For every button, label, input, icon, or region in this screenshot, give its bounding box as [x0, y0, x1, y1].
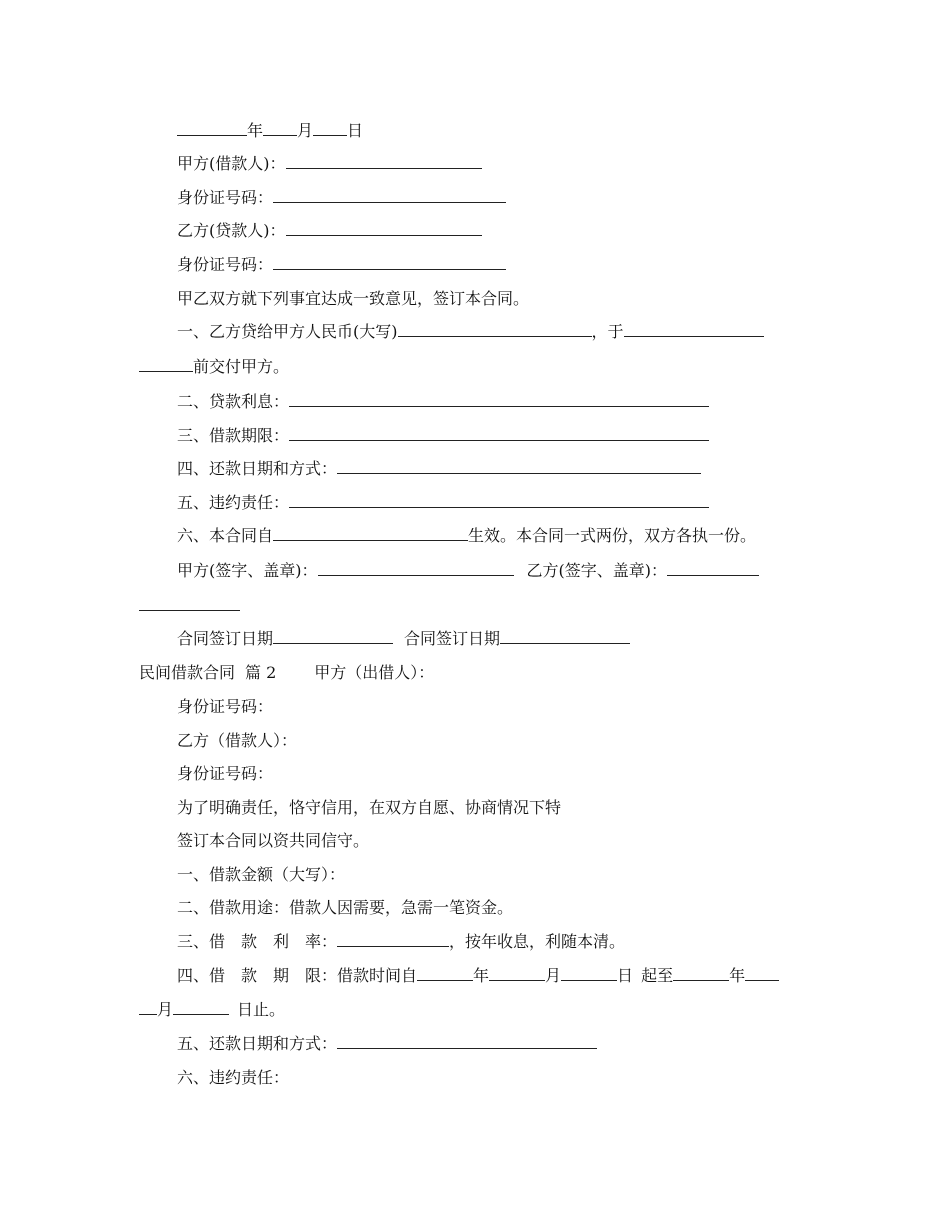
part2-borrower-label: 乙方（借款人）：: [177, 731, 298, 750]
blank: [337, 459, 701, 474]
item5-label: 五、违约责任：: [177, 493, 290, 512]
blank: [289, 392, 709, 407]
blank: [673, 966, 729, 981]
part2-item6-label: 六、违约责任：: [177, 1068, 290, 1087]
part2-title: 民间借款合同: [139, 663, 236, 682]
part2-item4-line-cont: [139, 1000, 285, 1020]
blank: [561, 966, 617, 981]
blank: [273, 629, 393, 644]
part2-intro2-line: [177, 831, 369, 851]
sign-date-b-label: 合同签订日期: [404, 629, 501, 648]
blank: [745, 966, 779, 981]
item1-text-c: 前交付甲方。: [193, 357, 290, 376]
item1-line-cont: [139, 357, 289, 377]
party-a-line: [177, 154, 482, 174]
blank: [273, 255, 506, 270]
part2-number: 篇 2: [245, 663, 277, 682]
blank: [139, 1000, 157, 1015]
id-b-line: [177, 255, 506, 275]
sign-date-line: [177, 629, 630, 649]
item4-label: 四、还款日期和方式：: [177, 459, 338, 478]
id-b-label: 身份证号码：: [177, 255, 274, 274]
sign-a-label: 甲方(签字、盖章)：: [177, 561, 318, 580]
part2-intro2-text: 签订本合同以资共同信守。: [177, 831, 370, 850]
part2-item3-text-a: 三、借 款 利 率：: [177, 932, 338, 951]
date-line: [177, 121, 363, 141]
agreement-text: 甲乙双方就下列事宜达成一致意见，签订本合同。: [177, 289, 530, 308]
blank: [398, 322, 592, 337]
part2-intro1-text: 为了明确责任，恪守信用，在双方自愿、协商情况下特: [177, 798, 562, 817]
part2-item4-text-a: 四、借 款 期 限：借款时间自: [177, 966, 418, 985]
blank: [624, 322, 764, 337]
party-b-line: [177, 221, 482, 241]
item1-text-b: ，于: [591, 322, 624, 341]
blank: [337, 1034, 597, 1049]
part2-borrower-line: [177, 731, 297, 751]
blank: [263, 121, 297, 136]
blank: [273, 188, 506, 203]
party-a-label: 甲方(借款人)：: [177, 154, 286, 173]
part2-item3-line: [177, 932, 625, 952]
item6-text-a: 六、本合同自: [177, 526, 274, 545]
part2-intro1-line: [177, 798, 561, 818]
part2-item4-month1: 月: [545, 966, 562, 985]
part2-id1-label: 身份证号码：: [177, 697, 274, 716]
part2-item4-to: 起至: [641, 966, 674, 985]
blank: [139, 596, 240, 611]
blank: [500, 629, 630, 644]
part2-lender-label: 甲方（出借人）：: [314, 663, 435, 682]
signature-line: [177, 561, 759, 581]
id-a-label: 身份证号码：: [177, 188, 274, 207]
date-month: 月: [297, 121, 314, 140]
item4-line: [177, 459, 701, 479]
part2-item1-line: [177, 865, 345, 885]
part2-item4-month2: 月: [157, 1000, 174, 1019]
party-b-label: 乙方(贷款人)：: [177, 221, 286, 240]
part2-item2-line: [177, 898, 513, 918]
part2-item4-day1: 日: [617, 966, 634, 985]
item1-text-a: 一、乙方贷给甲方人民币(大写): [177, 322, 398, 341]
item3-label: 三、借款期限：: [177, 426, 290, 445]
blank: [318, 561, 514, 576]
blank: [286, 154, 482, 169]
id-a-line: [177, 188, 506, 208]
blank: [289, 493, 709, 508]
part2-item4-end: 日止。: [237, 1000, 286, 1019]
item2-label: 二、贷款利息：: [177, 392, 290, 411]
blank: [667, 561, 759, 576]
part2-item4-year1: 年: [473, 966, 490, 985]
part2-item1-label: 一、借款金额（大写）：: [177, 865, 346, 884]
part2-item4-line: [177, 966, 779, 986]
item3-line: [177, 426, 709, 446]
blank: [337, 932, 449, 947]
blank: [273, 526, 468, 541]
part2-item5-line: [177, 1034, 597, 1054]
agreement-line: [177, 289, 529, 309]
part2-id2-line: [177, 764, 273, 784]
blank: [177, 121, 247, 136]
blank: [286, 221, 482, 236]
blank: [489, 966, 545, 981]
item5-line: [177, 493, 709, 513]
part2-item5-label: 五、还款日期和方式：: [177, 1034, 338, 1053]
blank: [173, 1000, 229, 1015]
part2-item6-line: [177, 1068, 289, 1088]
blank: [313, 121, 347, 136]
item6-text-b: 生效。本合同一式两份，双方各执一份。: [468, 526, 757, 545]
sign-b-label: 乙方(签字、盖章)：: [526, 561, 667, 580]
item6-line: [177, 526, 756, 546]
item1-line: [177, 322, 764, 342]
part2-item2-text: 二、借款用途：借款人因需要，急需一笔资金。: [177, 898, 514, 917]
date-day: 日: [347, 121, 364, 140]
date-year: 年: [247, 121, 264, 140]
blank: [289, 426, 709, 441]
sign-date-a-label: 合同签订日期: [177, 629, 274, 648]
part2-id2-label: 身份证号码：: [177, 764, 274, 783]
part2-item4-year2: 年: [729, 966, 746, 985]
blank: [417, 966, 473, 981]
item2-line: [177, 392, 709, 412]
blank: [139, 357, 193, 372]
part2-id1-line: [177, 697, 273, 717]
part2-heading: [139, 663, 434, 683]
signature-line-cont: [139, 596, 240, 616]
part2-item3-text-b: ，按年收息，利随本清。: [449, 932, 626, 951]
